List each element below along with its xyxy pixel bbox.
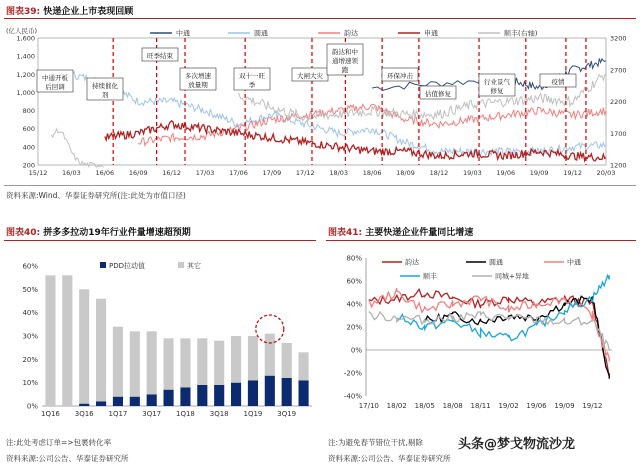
chart1-xtick: 19/03 — [462, 169, 482, 177]
chart1-xtick: 16/03 — [62, 169, 81, 177]
chart1-annotation-text: 估值修复 — [425, 90, 451, 98]
chart1-xtick: 19/06 — [496, 169, 516, 177]
chart1-annotation-text: 多次增速 — [185, 72, 211, 80]
chart1-ytick-right: 3200 — [610, 34, 627, 43]
chart2-bar-other — [164, 338, 174, 389]
chart1-xtick: 16/12 — [162, 169, 182, 177]
chart2-bar-other — [231, 336, 241, 383]
chart2-bar-pdd — [147, 394, 157, 406]
chart2-bar-other — [147, 331, 157, 394]
chart2-bar-other — [96, 299, 106, 402]
chart1-ytick-left: 1,000 — [16, 88, 35, 97]
chart2-bar-other — [79, 289, 89, 403]
chart1-ytick-right: 2700 — [610, 66, 627, 75]
chart1-xtick: 17/12 — [295, 169, 315, 177]
chart2-xtick: 3Q17 — [142, 410, 162, 418]
chart1-ytick-left: 200 — [22, 161, 35, 170]
chart3-ytick: 0% — [350, 346, 362, 355]
chart1-annotation-text: 后回调 — [45, 83, 65, 91]
chart3-xtick: 18/08 — [442, 402, 463, 410]
chart1-legend-label: 韵达 — [344, 29, 358, 38]
chart1-ytick-right: 1700 — [610, 129, 627, 138]
chart2-bar-other — [265, 334, 275, 376]
chart3-label: 图表41: — [328, 228, 363, 238]
chart2-bar-pdd — [180, 387, 190, 406]
chart2-bar-other — [299, 352, 309, 380]
chart1-ytick-left: 600 — [22, 125, 35, 134]
chart2-bar-pdd — [214, 385, 224, 406]
chart3-source: 资料来源:公司公告、华泰证券研究所 — [328, 454, 451, 463]
chart1-annotation-text: 持续催化 — [92, 82, 118, 90]
chart2-ytick: 60% — [22, 262, 38, 271]
chart1-annotation-text: 中通开板 — [42, 74, 68, 82]
chart1-annotation-text: 行业景气 — [484, 78, 510, 86]
chart3-ytick: 40% — [346, 300, 362, 309]
chart1-ytick-left: 1,200 — [16, 70, 35, 79]
chart3-xtick: 18/02 — [386, 402, 407, 410]
chart1-xtick: 17/03 — [195, 169, 215, 177]
chart1-legend-label: 顺丰(右轴) — [504, 29, 538, 38]
chart1-annotation-text: 修复 — [490, 87, 504, 95]
chart1-legend-label: 圆通 — [254, 29, 268, 38]
chart1-xtick: 18/09 — [396, 169, 415, 177]
chart1-unit: (亿人民币) — [6, 27, 38, 35]
chart1-ytick-left: 400 — [22, 143, 35, 152]
chart2-bar-pdd — [79, 404, 89, 406]
chart1-label: 图表39: — [6, 7, 41, 17]
chart1-ytick-left: 1,600 — [16, 34, 35, 43]
chart2-bar-other — [130, 331, 140, 396]
chart1-legend-label: 申通 — [424, 29, 438, 38]
chart2-xtick: 3Q19 — [277, 410, 297, 418]
chart1-xtick: 16/06 — [95, 169, 115, 177]
chart2-label: 图表40: — [6, 228, 41, 238]
chart3-note: 注:为避免春节错位干扰,剔除 — [328, 438, 423, 447]
chart2-bar-other — [180, 338, 190, 387]
chart1-xtick: 20/03 — [596, 169, 616, 177]
chart1-xtick: 18/12 — [429, 169, 449, 177]
chart1-annotation-text: 大闸大灾 — [297, 72, 323, 80]
chart2-xtick: 1Q19 — [243, 410, 263, 418]
chart3-xtick: 18/11 — [470, 402, 491, 410]
chart3-xtick: 19/02 — [498, 402, 519, 410]
chart1-xtick: 18/03 — [329, 169, 349, 177]
chart1-annotation-text: 季 — [248, 81, 256, 89]
chart1-xtick: 18/06 — [362, 169, 382, 177]
chart2-legend-swatch-pdd — [100, 262, 106, 268]
chart3-xtick: 17/10 — [358, 402, 379, 410]
chart1-annotation-text: 韵达和中 — [332, 48, 358, 56]
chart3-ytick: 80% — [346, 254, 362, 263]
chart3-title-text: 主要快递企业件量同比增速 — [365, 228, 474, 238]
chart3-legend-label: 中通 — [567, 258, 581, 267]
chart1-ytick-left: 800 — [22, 107, 35, 116]
chart2-legend-label: PDD拉动值 — [109, 262, 146, 270]
chart2-bar-pdd — [231, 383, 241, 406]
chart1-xtick: 16/09 — [128, 169, 148, 177]
chart2-bar-pdd — [265, 376, 275, 406]
chart3-legend-label: 顺丰 — [423, 272, 437, 281]
chart1-annotation-text: 旺季结束 — [147, 52, 173, 60]
chart2-ytick: 40% — [22, 309, 38, 318]
chart1-annotation-text: 疫情 — [551, 78, 565, 86]
chart2-bar-other — [45, 275, 55, 406]
chart3-ytick: -40% — [343, 392, 362, 401]
chart3-legend-label: 圆通 — [489, 258, 503, 267]
chart2-xtick: 3Q18 — [209, 410, 229, 418]
chart1-xtick: 19/12 — [563, 169, 582, 177]
chart2-xtick: 1Q17 — [108, 410, 128, 418]
chart2-bar-pdd — [113, 397, 123, 406]
chart3-ytick: 60% — [346, 277, 362, 286]
chart1-series-line — [138, 104, 606, 145]
chart3-legend-label: 同城+异地 — [495, 272, 529, 281]
chart2-ytick: 50% — [22, 285, 38, 294]
chart3-xtick: 19/12 — [582, 402, 603, 410]
chart2-legend-label: 其它 — [187, 262, 201, 270]
chart2-bar-other — [62, 275, 72, 406]
chart1-legend-label: 中通 — [176, 29, 190, 38]
chart1-xtick: 19/09 — [529, 169, 549, 177]
chart3-xtick: 19/06 — [526, 402, 547, 410]
chart1-xtick: 15/12 — [28, 169, 48, 177]
chart1-annotation-text: 剂 — [101, 91, 109, 99]
chart2-bar-pdd — [164, 390, 174, 406]
chart1-xtick: 17/09 — [262, 169, 282, 177]
chart1-ytick-left: 1,400 — [16, 52, 35, 61]
chart1-title-text: 快递企业上市表现回顾 — [43, 7, 134, 17]
chart1-annotation-text: 放量期 — [188, 81, 208, 89]
chart2-bar-other — [282, 343, 292, 378]
chart2-title-text: 拼多多拉动19年行业件量增速超预期 — [43, 228, 191, 238]
chart2-bar-other — [197, 338, 207, 385]
chart3-ytick: 20% — [346, 323, 362, 332]
chart3-ytick: -20% — [343, 369, 362, 378]
chart3-xtick: 18/05 — [414, 402, 435, 410]
chart2-bar-other — [113, 327, 123, 397]
chart1-source: 资料来源:Wind、华泰证券研究所(注:此处为市值口径) — [6, 191, 186, 200]
chart1-ytick-right: 2200 — [610, 98, 627, 106]
chart2-bar-other — [214, 341, 224, 385]
chart2-bar-pdd — [130, 397, 140, 406]
chart2-bar-other — [248, 336, 258, 380]
chart2-source: 资料来源:公司公告、华泰证券研究所 — [6, 454, 129, 463]
chart1-xtick: 17/06 — [229, 169, 248, 177]
chart2-bar-pdd — [299, 380, 309, 406]
chart2-ytick: 30% — [22, 332, 38, 341]
chart2-xtick: 1Q18 — [176, 410, 195, 418]
chart1-ytick-right: 1200 — [610, 161, 627, 170]
chart2-bar-pdd — [197, 385, 207, 406]
chart1-annotation-text: 环保冲击 — [387, 72, 413, 80]
chart2-ytick: 10% — [22, 379, 38, 388]
watermark: 头条@梦戈物流沙龙 — [458, 437, 576, 452]
chart2-xtick: 1Q16 — [41, 410, 60, 418]
chart1-annotation-text: 通增速领 — [332, 57, 358, 65]
chart1-series-line-early — [51, 129, 103, 168]
chart1-annotation-text: 跑 — [341, 66, 349, 74]
chart2-bar-pdd — [282, 378, 292, 406]
chart1-annotation-text: 双十一旺 — [239, 72, 265, 80]
chart2-bar-pdd — [96, 401, 106, 406]
chart2-note: 注:此处考虑订单=>包裹转化率 — [6, 438, 112, 447]
chart3-legend-label: 韵达 — [405, 258, 419, 267]
chart3-xtick: 19/09 — [554, 402, 575, 410]
chart2-ytick: 0% — [26, 402, 38, 411]
chart2-bar-pdd — [248, 380, 258, 406]
chart2-ytick: 20% — [22, 355, 38, 364]
chart2-xtick: 3Q16 — [74, 410, 94, 418]
chart2-legend-swatch-other — [178, 262, 184, 268]
